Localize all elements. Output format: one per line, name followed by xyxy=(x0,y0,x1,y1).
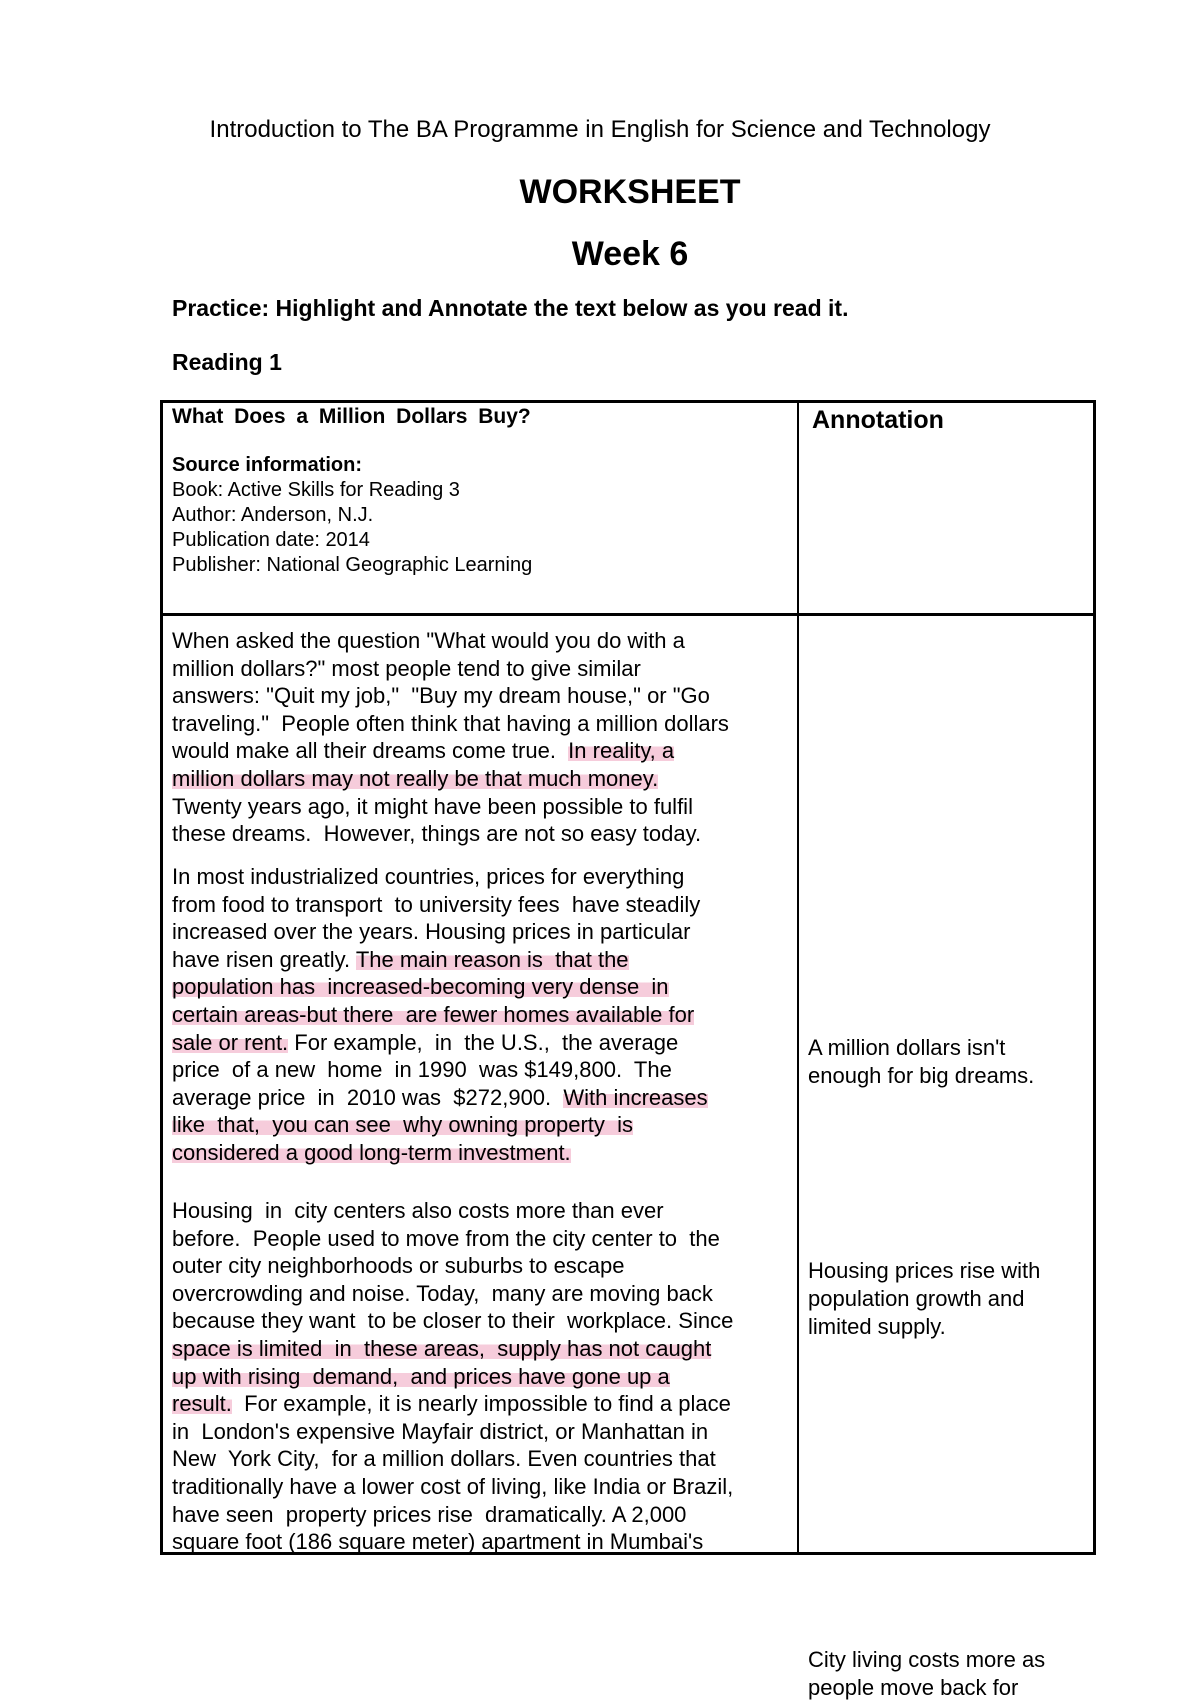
passage-line xyxy=(172,1197,792,1225)
passage-text: these dreams. However, things are not so easy today. xyxy=(172,821,702,847)
passage-line xyxy=(172,1335,792,1363)
passage-line xyxy=(172,1390,792,1418)
passage-text: average price in 2010 was $272,900. xyxy=(172,1084,564,1110)
passage-line xyxy=(172,946,792,974)
passage-text: increased over the years. Housing prices in particular xyxy=(172,919,691,945)
passage-text: traveling." People often think that having a million dollars xyxy=(172,710,729,736)
highlighted-text: up with rising demand, and prices have gone up a xyxy=(172,1363,670,1389)
passage-paragraph xyxy=(172,1197,792,1556)
annotation-header: Annotation xyxy=(812,406,944,434)
passage-text: would make all their dreams come true. xyxy=(172,738,569,764)
passage-line xyxy=(172,891,792,919)
passage-line xyxy=(172,1029,792,1057)
passage-text: price of a new home in 1990 was $149,800. The xyxy=(172,1057,672,1083)
annotation-note xyxy=(808,1034,1088,1090)
annotation-line: people move back for xyxy=(808,1675,1019,1700)
passage-line xyxy=(172,793,792,821)
passage-line xyxy=(172,682,792,710)
passage-line xyxy=(172,1001,792,1029)
passage-line xyxy=(172,973,792,1001)
passage-text: In most industrialized countries, prices for everything xyxy=(172,864,685,889)
passage-text: in London's expensive Mayfair district, or Manhattan in xyxy=(172,1418,709,1444)
annotation-line: limited supply. xyxy=(808,1314,946,1339)
passage-line xyxy=(172,1056,792,1084)
highlighted-text: result. xyxy=(172,1391,232,1417)
passage-line xyxy=(172,710,792,738)
passage-text: outer city neighborhoods or suburbs to escape xyxy=(172,1253,625,1279)
passage-line xyxy=(172,1084,792,1112)
passage-line xyxy=(172,1418,792,1446)
passage-line xyxy=(172,737,792,765)
highlighted-text: considered a good long-term investment. xyxy=(172,1139,571,1165)
annotation-line: Housing prices rise with xyxy=(808,1258,1041,1283)
highlighted-text: With increases xyxy=(563,1084,708,1110)
highlighted-text: million dollars may not really be that much money. xyxy=(172,765,659,791)
passage-line xyxy=(172,655,792,683)
highlighted-text: population has increased-becoming very dense in xyxy=(172,974,669,1000)
passage-text: For example, it is nearly impossible to find a place xyxy=(231,1391,731,1417)
passage-text: Twenty years ago, it might have been possible to fulfil xyxy=(172,793,693,819)
passage-line xyxy=(172,1363,792,1391)
highlighted-text: The main reason is that the xyxy=(355,946,629,972)
highlighted-text: like that, you can see why owning property is xyxy=(172,1112,634,1138)
worksheet-title: WORKSHEET xyxy=(519,173,741,211)
passage-text: Housing in city centers also costs more than ever xyxy=(172,1198,664,1223)
article-title: What Does a Million Dollars Buy? xyxy=(172,405,531,428)
passage-text: For example, in the U.S., the average xyxy=(288,1029,679,1055)
week-label: Week 6 xyxy=(571,235,689,273)
row-divider xyxy=(160,613,1096,616)
reading-label: Reading 1 xyxy=(172,349,282,375)
source-book: Book: Active Skills for Reading 3 xyxy=(172,479,460,501)
annotation-note xyxy=(808,1257,1088,1341)
passage-text: because they want to be closer to their workplace. Since xyxy=(172,1308,734,1334)
passage-line xyxy=(172,1528,792,1556)
passage-text: have seen property prices rise dramatically. A 2,000 xyxy=(172,1501,687,1527)
passage-line xyxy=(172,1473,792,1501)
source-author: Author: Anderson, N.J. xyxy=(172,504,374,526)
source-cell xyxy=(172,404,782,578)
annotation-line: enough for big dreams. xyxy=(808,1063,1035,1088)
passage-line xyxy=(172,1280,792,1308)
passage-text: When asked the question "What would you do with a xyxy=(172,628,685,653)
passage-line xyxy=(172,918,792,946)
passage-text: New York City, for a million dollars. Even countries that xyxy=(172,1446,716,1472)
annotation-note xyxy=(808,1646,1088,1702)
passage-text: million dollars?" most people tend to give similar xyxy=(172,655,641,681)
passage-text: overcrowding and noise. Today, many are moving back xyxy=(172,1280,713,1306)
passage-line xyxy=(172,1252,792,1280)
passage-line xyxy=(172,1501,792,1529)
passage-line xyxy=(172,765,792,793)
passage-line xyxy=(172,627,792,655)
passage-line xyxy=(172,863,792,891)
highlighted-text: certain areas-but there are fewer homes available for xyxy=(172,1001,695,1027)
column-divider xyxy=(797,400,799,1555)
instruction-text: Practice: Highlight and Annotate the text below as you read it. xyxy=(172,295,849,321)
passage-line xyxy=(172,1225,792,1253)
passage-text: traditionally have a lower cost of living, like India or Brazil, xyxy=(172,1473,734,1499)
passage-paragraph xyxy=(172,627,792,848)
source-date: Publication date: 2014 xyxy=(172,529,370,551)
annotation-line: A million dollars isn't xyxy=(808,1035,1006,1060)
source-publisher: Publisher: National Geographic Learning xyxy=(172,554,533,576)
passage-text: square foot (186 square meter) apartment in Mumbai's xyxy=(172,1529,704,1555)
highlighted-text: In reality, a xyxy=(568,738,675,764)
passage-paragraph xyxy=(172,863,792,1167)
passage-text: before. People used to move from the city center to the xyxy=(172,1225,720,1251)
source-label: Source information: xyxy=(172,454,363,476)
annotation-line: population growth and xyxy=(808,1286,1025,1311)
passage-line xyxy=(172,1139,792,1167)
passage-line xyxy=(172,1111,792,1139)
highlighted-text: space is limited in these areas, supply has not caught xyxy=(172,1335,712,1361)
passage-line xyxy=(172,1307,792,1335)
course-title: Introduction to The BA Programme in English for Science and Technology xyxy=(209,116,991,143)
passage-line xyxy=(172,1445,792,1473)
highlighted-text: sale or rent. xyxy=(172,1029,289,1055)
passage-text: have risen greatly. xyxy=(172,946,356,972)
passage-line xyxy=(172,820,792,848)
annotation-line: City living costs more as xyxy=(808,1647,1046,1672)
passage-text: from food to transport to university fees have steadily xyxy=(172,891,701,917)
passage-text: answers: "Quit my job," "Buy my dream house," or "Go xyxy=(172,683,710,709)
